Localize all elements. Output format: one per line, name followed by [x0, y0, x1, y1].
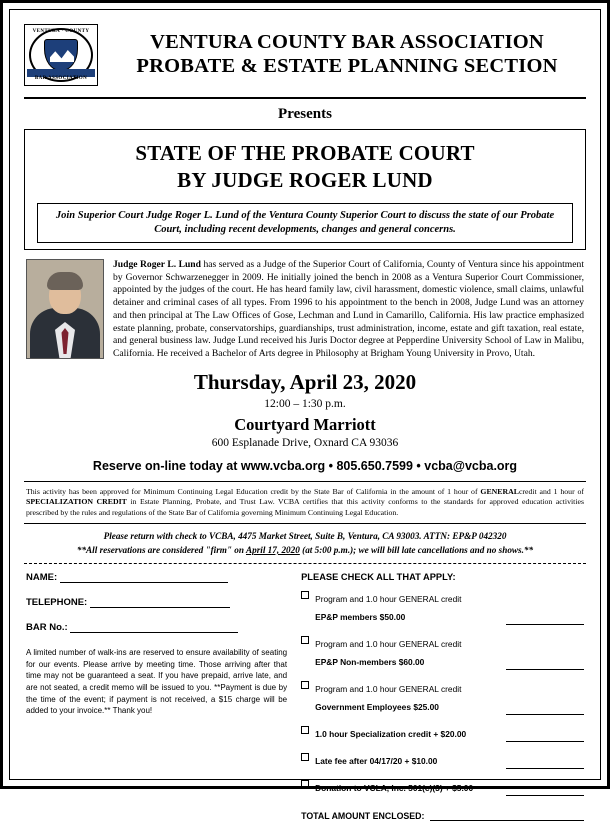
- checklist-header: PLEASE CHECK ALL THAT APPLY:: [301, 572, 456, 583]
- telephone-field-label: TELEPHONE:: [26, 597, 88, 609]
- option-amount-input[interactable]: [506, 659, 584, 670]
- event-title-line2: BY JUDGE ROGER LUND: [177, 168, 433, 193]
- mcle-general-label: GENERAL: [480, 486, 519, 496]
- option-text: [315, 679, 500, 715]
- mcle-part1: This activity has been approved for Minimum Continuing Legal Education credit by the State Bar of California in the amount of 1 hour of: [26, 486, 481, 496]
- telephone-input[interactable]: [90, 597, 230, 608]
- name-field-row: [26, 572, 287, 583]
- mcle-disclaimer: [24, 481, 586, 525]
- option-line2: EP&P Non-members $60.00: [315, 657, 425, 668]
- header: [24, 20, 586, 92]
- speaker-bio-text: [113, 259, 584, 361]
- org-name-line2: PROBATE & ESTATE PLANNING SECTION: [136, 55, 558, 77]
- checkbox-icon[interactable]: [301, 726, 309, 734]
- option-row[interactable]: [301, 778, 584, 796]
- event-title-line1: STATE OF THE PROBATE COURT: [135, 141, 475, 165]
- form-right-column: [301, 572, 584, 821]
- seal-bottom-text: BAR ASSOCIATION: [34, 76, 88, 81]
- registration-form: [24, 572, 586, 821]
- option-line1: Program and 1.0 hour GENERAL credit: [315, 594, 462, 605]
- flyer-inner-border: [9, 9, 601, 821]
- speaker-portrait: [26, 259, 104, 359]
- checkbox-icon[interactable]: [301, 753, 309, 761]
- name-input[interactable]: [60, 572, 228, 583]
- bar-number-field-label: BAR No.:: [26, 622, 68, 634]
- org-name-line1: VENTURA COUNTY BAR ASSOCIATION: [150, 31, 544, 54]
- option-amount-input[interactable]: [506, 785, 584, 796]
- firm-reservation-line: [24, 544, 586, 557]
- option-amount-input[interactable]: [506, 614, 584, 625]
- option-row[interactable]: [301, 724, 584, 742]
- option-line1: Program and 1.0 hour GENERAL credit: [315, 639, 462, 650]
- header-divider: [24, 97, 586, 99]
- mcle-part3: in Estate Planning, Probate, and Trust Law. VCBA certifies that this activity conforms to the standards for approved education activities prescribed by the rules and regulations of the State Bar of California governing Minimum Continuing Legal Education.: [26, 497, 584, 517]
- event-venue: Courtyard Marriott: [234, 414, 376, 434]
- telephone-field-row: [26, 597, 287, 608]
- header-titles: [108, 31, 586, 79]
- total-row: [301, 810, 584, 821]
- speaker-bio-body: has served as a Judge of the Superior Court of California, County of Ventura since his appointment by Governor Schwarzenegger in 2009. He initially joined the bench in 2008 as a Ventura Superior Court Commissioner, appointed by the judges of the court. He has heard family law, civil harassment, domestic violence, small claims, unlawful detainer and criminal cases of all types. From 1996 to his appointment to the bench in 2008, Judge Lund was an attorney and then principal at The Law Offices of Gose, Lechman and Lund in Camarillo, California. His law practice emphasized estate planning, probate, conservatorships, guardianships, trust administration, income, estate and gift taxation, real estate, and general business law. Judge Lund received his Juris Doctor degree at Pepperdine University School of Law in Malibu, California. He received a Bachelor of Arts degree in Philosophy at Brigham Young University in Provo, Utah.: [113, 258, 584, 360]
- bar-number-field-row: [26, 622, 287, 633]
- portrait-hair: [47, 272, 83, 290]
- option-line2: Government Employees $25.00: [315, 702, 439, 713]
- checkbox-icon[interactable]: [301, 591, 309, 599]
- option-row[interactable]: [301, 751, 584, 769]
- option-amount-input[interactable]: [506, 704, 584, 715]
- option-line1: 1.0 hour Specialization credit + $20.00: [315, 729, 467, 740]
- bar-association-seal-icon: [24, 24, 98, 86]
- tear-off-divider: [24, 563, 586, 564]
- option-line1: Late fee after 04/17/20 + $10.00: [315, 756, 438, 767]
- option-text: [315, 589, 500, 625]
- option-text: [315, 634, 500, 670]
- option-line1: Program and 1.0 hour GENERAL credit: [315, 684, 462, 695]
- checkbox-icon[interactable]: [301, 681, 309, 689]
- event-details: [24, 370, 586, 449]
- checkbox-icon[interactable]: [301, 780, 309, 788]
- total-input[interactable]: [430, 810, 584, 821]
- speaker-name: Judge Roger L. Lund: [113, 258, 201, 270]
- option-amount-input[interactable]: [506, 731, 584, 742]
- event-address: 600 Esplanade Drive, Oxnard CA 93036: [211, 436, 399, 449]
- firm-date: April 17, 2020: [245, 544, 300, 555]
- form-left-column: [26, 572, 287, 821]
- return-address-line: Please return with check to VCBA, 4475 Market Street, Suite B, Ventura, CA 93003. ATTN: EP&P 042320: [103, 531, 507, 542]
- option-amount-input[interactable]: [506, 758, 584, 769]
- option-row[interactable]: [301, 679, 584, 715]
- event-time: 12:00 – 1:30 p.m.: [264, 397, 346, 410]
- option-row[interactable]: [301, 634, 584, 670]
- firm-pre: **All reservations are considered "firm" on: [76, 544, 246, 555]
- total-label: TOTAL AMOUNT ENCLOSED:: [301, 811, 425, 821]
- event-date: Thursday, April 23, 2020: [193, 369, 417, 394]
- name-field-label: NAME:: [26, 572, 58, 584]
- option-text: [315, 724, 500, 742]
- option-line1: Donation to VCLA, Inc. 501(c)(3) + $5.00: [315, 783, 474, 794]
- mcle-part2: credit and 1 hour of: [518, 486, 584, 496]
- speaker-bio: [24, 259, 586, 361]
- checkbox-icon[interactable]: [301, 636, 309, 644]
- firm-post: (at 5:00 p.m.); we will bill late cancellations and no shows.**: [299, 544, 534, 555]
- option-text: [315, 751, 500, 769]
- presents-label: Presents: [278, 106, 332, 122]
- seal-top-text: VENTURA · COUNTY: [32, 29, 90, 34]
- event-subtitle: Join Superior Court Judge Roger L. Lund of the Ventura County Superior Court to discuss the state of our Probate Court, including recent developments, changes and general concerns.: [37, 203, 573, 243]
- mcle-specialization-label: SPECIALIZATION CREDIT: [26, 497, 127, 507]
- walk-in-policy-text: A limited number of walk-ins are reserved to ensure availability of seating for our events. Please arrive by meeting time. Those arriving after that time may not be guaranteed a seat. If you have prepaid, arrive late, and are not seated, a credit memo will be issued to you. **Payment is due by the time of the event; if payment is not received, a $15 charge will be added to your invoice.** Thank you!: [26, 648, 288, 716]
- option-text: [315, 778, 500, 796]
- bar-number-input[interactable]: [70, 622, 238, 633]
- option-row[interactable]: [301, 589, 584, 625]
- return-instructions: [24, 530, 586, 557]
- reservation-contact[interactable]: Reserve on-line today at www.vcba.org • 805.650.7599 • vcba@vcba.org: [92, 458, 518, 473]
- option-line2: EP&P members $50.00: [315, 612, 406, 623]
- title-box: [24, 129, 586, 250]
